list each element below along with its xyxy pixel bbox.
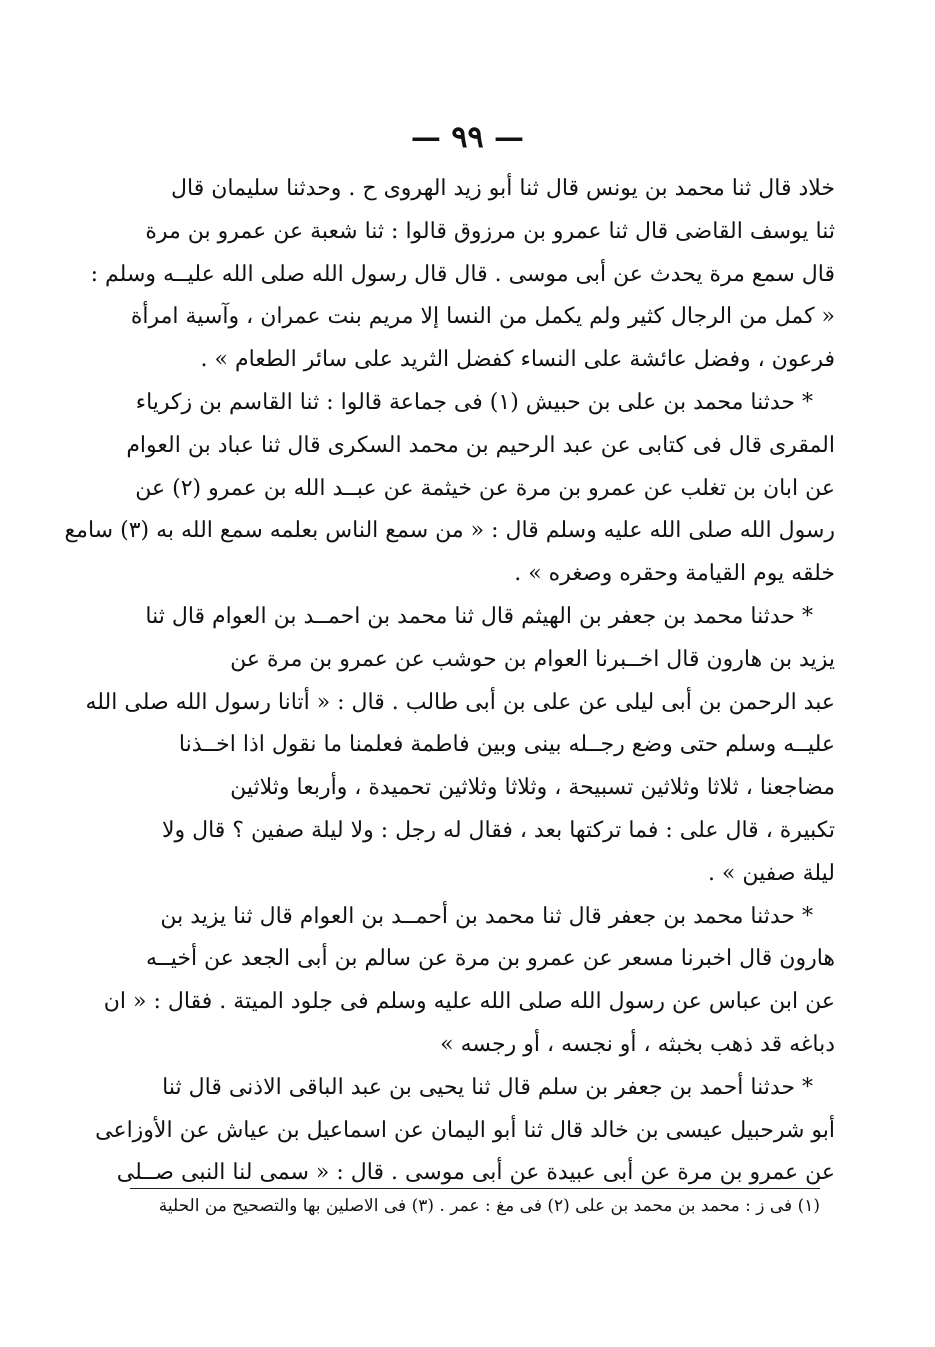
text-line: خلاد قال ثنا محمد بن يونس قال ثنا أبو زيد الهروى ح . وحدثنا سليمان قال bbox=[171, 176, 835, 201]
text-line: عن ابن عباس عن رسول الله صلى الله عليه وسلم فى جلود الميتة . فقال : « ان bbox=[103, 989, 835, 1015]
text-line: أبو شرحبيل عيسى بن خالد قال ثنا أبو اليمان عن اسماعيل بن عياش عن الأوزاعى bbox=[95, 1117, 835, 1143]
paragraph-start-line: * حدثنا محمد بن جعفر بن الهيثم قال ثنا محمد بن احمــد بن العوام قال ثنا bbox=[145, 603, 813, 629]
text-line: يزيد بن هارون قال اخــبرنا العوام بن حوشب عن عمرو بن مرة عن bbox=[230, 646, 835, 672]
text-line: تكبيرة ، قال على : فما تركتها بعد ، فقال له رجل : ولا ليلة صفين ؟ قال ولا bbox=[161, 817, 835, 843]
text-line: ثنا يوسف القاضى قال ثنا عمرو بن مرزوق قالوا : ثنا شعبة عن عمرو بن مرة bbox=[145, 218, 835, 244]
text-line: قال سمع مرة يحدث عن أبى موسى . قال قال رسول الله صلى الله عليــه وسلم : bbox=[90, 261, 835, 287]
text-line: ليلة صفين » . bbox=[707, 860, 835, 886]
footnote: (١) فى ز : محمد بن محمد بن على (٢) فى مغ : عمر . (٣) فى الاصلين بها والتصحيح من الحلية bbox=[158, 1196, 820, 1216]
paragraph-start-line: * حدثنا أحمد بن جعفر بن سلم قال ثنا يحيى بن عبد الباقى الاذنى قال ثنا bbox=[162, 1074, 813, 1100]
paragraph-start-line: * حدثنا محمد بن على بن حبيش (١) فى جماعة قالوا : ثنا القاسم بن زكرياء bbox=[135, 389, 813, 415]
text-line: مضاجعنا ، ثلاثا وثلاثين تسبيحة ، وثلاثا وثلاثين تحميدة ، وأربعا وثلاثين bbox=[230, 775, 835, 801]
text-line: « كمل من الرجال كثير ولم يكمل من النسا إلا مريم بنت عمران ، وآسية امرأة bbox=[130, 304, 835, 330]
text-line: عليــه وسلم حتى وضع رجــله بينى وبين فاطمة فعلمنا ما نقول اذا اخــذنا bbox=[178, 732, 835, 758]
paragraph-start-line: * حدثنا محمد بن جعفر قال ثنا محمد بن أحمــد بن العوام قال ثنا يزيد بن bbox=[160, 903, 813, 929]
page-number: — ٩٩ — bbox=[410, 120, 525, 155]
text-line: خلقه يوم القيامة وحقره وصغره » . bbox=[514, 561, 835, 587]
text-line: عن عمرو بن مرة عن أبى عبيدة عن أبى موسى . قال : « سمى لنا النبى صــلى bbox=[116, 1160, 835, 1186]
footnote-divider bbox=[130, 1188, 820, 1189]
body-text bbox=[64, 168, 835, 1195]
text-line: دباغه قد ذهب بخبثه ، أو نجسه ، أو رجسه » bbox=[440, 1031, 835, 1057]
text-line: هارون قال اخبرنا مسعر عن عمرو بن مرة عن سالم بن أبى الجعد عن أخيــه bbox=[146, 946, 835, 972]
text-line: رسول الله صلى الله عليه وسلم قال : « من سمع الناس بعلمه سمع الله به (٣) سامع bbox=[64, 518, 835, 544]
text-line: عبد الرحمن بن أبى ليلى عن على بن أبى طالب . قال : « أتانا رسول الله صلى الله bbox=[85, 689, 835, 715]
text-line: فرعون ، وفضل عائشة على النساء كفضل الثريد على سائر الطعام » . bbox=[200, 347, 835, 373]
text-line: عن ابان بن تغلب عن عمرو بن مرة عن خيثمة عن عبــد الله بن عمرو (٢) عن bbox=[135, 475, 835, 501]
text-line: المقرى قال فى كتابى عن عبد الرحيم بن محمد السكرى قال ثنا عباد بن العوام bbox=[126, 432, 835, 458]
